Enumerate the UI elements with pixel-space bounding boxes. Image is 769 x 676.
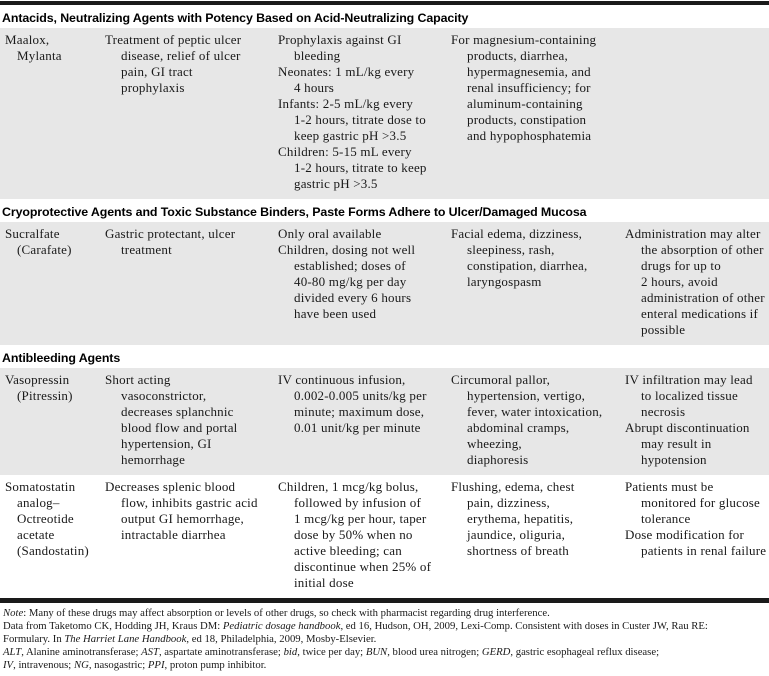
paragraph: [278, 479, 443, 591]
text-line: flow, inhibits gastric acid: [121, 495, 258, 510]
text-line: keep gastric pH >3.5: [294, 128, 407, 143]
text-line: shortness of breath: [467, 543, 569, 558]
footnote-text-run: GERD: [481, 646, 511, 658]
text-line: 2 hours, avoid: [641, 274, 718, 289]
cell-adverse-effects: [451, 372, 625, 468]
section-header: Cryoprotective Agents and Toxic Substance Binders, Paste Forms Adhere to Ulcer/Damaged Mucosa: [2, 205, 587, 219]
text-line: laryngospasm: [467, 274, 542, 289]
footnote-text-run: , Alanine aminotransferase;: [21, 646, 142, 658]
text-line: Children: 5-15 mL every: [278, 144, 412, 159]
text-line: gastric pH >3.5: [294, 176, 378, 191]
footnote-text-run: Formulary. In: [3, 633, 65, 645]
text-line: IV continuous infusion,: [278, 372, 406, 387]
text-line: jaundice, oliguria,: [467, 527, 566, 542]
text-line: (Sandostatin): [17, 543, 89, 558]
cell-comments: [625, 32, 769, 192]
paragraph: [105, 372, 270, 468]
text-line: Neonates: 1 mL/kg every: [278, 64, 415, 79]
text-line: Short acting: [105, 372, 171, 387]
text-line: (Carafate): [17, 242, 72, 257]
footnote-text-run: : Many of these drugs may affect absorption or levels of other drugs, so check with pharmacist regarding drug interference.: [23, 607, 550, 619]
text-line: patients in renal failure: [641, 543, 767, 558]
table-row: [0, 28, 769, 199]
footnote-text-run: , blood urea nitrogen;: [387, 646, 482, 658]
paragraph: [105, 226, 270, 258]
text-line: administration of other: [641, 290, 765, 305]
text-line: products, constipation: [467, 112, 587, 127]
text-line: abdominal cramps,: [467, 420, 570, 435]
text-line: 0.002-0.005 units/kg per: [294, 388, 427, 403]
text-line: fever, water intoxication,: [467, 404, 603, 419]
text-line: and hypophosphatemia: [467, 128, 592, 143]
text-line: hypermagnesemia, and: [467, 64, 591, 79]
text-line: Flushing, edema, chest: [451, 479, 575, 494]
paragraph: [625, 372, 767, 420]
text-line: established; doses of: [294, 258, 406, 273]
paragraph: [451, 226, 617, 290]
text-line: products, diarrhea,: [467, 48, 568, 63]
text-line: blood flow and portal: [121, 420, 238, 435]
footnote-text-run: BUN: [365, 646, 388, 658]
footnote-line: [3, 620, 766, 633]
text-line: monitored for glucose: [641, 495, 761, 510]
paragraph: [625, 479, 767, 527]
paragraph: [451, 479, 617, 559]
text-line: divided every 6 hours: [294, 290, 412, 305]
cell-adverse-effects: [451, 479, 625, 591]
paragraph: [278, 144, 443, 192]
cell-comments: [625, 372, 769, 468]
text-line: IV infiltration may lead: [625, 372, 753, 387]
paragraph: [5, 479, 97, 559]
text-line: Circumoral pallor,: [451, 372, 551, 387]
paragraph: [278, 96, 443, 144]
text-line: constipation, diarrhea,: [467, 258, 588, 273]
footnote-text-run: Data from Taketomo CK, Hodding JH, Kraus DM:: [3, 620, 223, 632]
cell-drug-name: [0, 372, 105, 468]
cell-adverse-effects: [451, 226, 625, 338]
text-line: intractable diarrhea: [121, 527, 226, 542]
cell-dosing: [278, 226, 451, 338]
cell-dosing: [278, 479, 451, 591]
paragraph: [451, 372, 617, 468]
text-line: Prophylaxis against GI: [278, 32, 402, 47]
text-line: Maalox,: [5, 32, 50, 47]
text-line: have been used: [294, 306, 377, 321]
footnotes: [0, 603, 769, 672]
paragraph: [451, 32, 617, 144]
text-line: 1 mcg/kg per hour, taper: [294, 511, 427, 526]
paragraph: [105, 32, 270, 96]
cell-indication: [105, 32, 278, 192]
text-line: Sucralfate: [5, 226, 60, 241]
paragraph: [278, 372, 443, 436]
text-line: prophylaxis: [121, 80, 185, 95]
text-line: aluminum-containing: [467, 96, 583, 111]
text-line: minute; maximum dose,: [294, 404, 425, 419]
text-line: pain, GI tract: [121, 64, 193, 79]
text-line: hemorrhage: [121, 452, 186, 467]
paragraph: [278, 242, 443, 322]
text-line: Only oral available: [278, 226, 382, 241]
cell-drug-name: [0, 32, 105, 192]
footnote-line: [3, 607, 766, 620]
text-line: bleeding: [294, 48, 341, 63]
footnote-text-run: , intravenous;: [13, 659, 74, 671]
text-line: necrosis: [641, 404, 686, 419]
cell-dosing: [278, 372, 451, 468]
cell-dosing: [278, 32, 451, 192]
text-line: Patients must be: [625, 479, 714, 494]
table-row: [0, 368, 769, 475]
text-line: Decreases splenic blood: [105, 479, 236, 494]
cell-comments: [625, 226, 769, 338]
paragraph: [5, 32, 97, 64]
text-line: Gastric protectant, ulcer: [105, 226, 236, 241]
cell-drug-name: [0, 226, 105, 338]
footnote-text-run: bid: [283, 646, 298, 658]
paragraph: [278, 32, 443, 64]
paragraph: [625, 226, 767, 338]
cell-indication: [105, 372, 278, 468]
text-line: Treatment of peptic ulcer: [105, 32, 242, 47]
footnote-text-run: ALT: [3, 646, 22, 658]
text-line: may result in: [641, 436, 712, 451]
cell-comments: [625, 479, 769, 591]
footnote-text-run: PPI: [147, 659, 165, 671]
text-line: diaphoresis: [467, 452, 529, 467]
text-line: 1-2 hours, titrate to keep: [294, 160, 427, 175]
text-line: 0.01 unit/kg per minute: [294, 420, 421, 435]
text-line: (Pitressin): [17, 388, 73, 403]
text-line: disease, relief of ulcer: [121, 48, 241, 63]
text-line: hypertension, vertigo,: [467, 388, 586, 403]
text-line: 1-2 hours, titrate dose to: [294, 112, 426, 127]
footnote-line: [3, 633, 766, 646]
cell-adverse-effects: [451, 32, 625, 192]
table-row: [0, 222, 769, 345]
cell-indication: [105, 479, 278, 591]
text-line: vasoconstrictor,: [121, 388, 207, 403]
footnote-line: [3, 659, 766, 672]
text-line: decreases splanchnic: [121, 404, 234, 419]
text-line: dose by 50% when no: [294, 527, 413, 542]
text-line: Vasopressin: [5, 372, 70, 387]
footnote-text-run: , proton pump inhibitor.: [164, 659, 267, 671]
text-line: analog–: [17, 495, 60, 510]
text-line: treatment: [121, 242, 172, 257]
footnote-text-run: , gastric esophageal reflux disease;: [510, 646, 660, 658]
section-header: Antibleeding Agents: [2, 351, 121, 365]
footnote-text-run: IV: [3, 659, 14, 671]
footnote-line: [3, 646, 766, 659]
text-line: erythema, hepatitis,: [467, 511, 574, 526]
text-line: Infants: 2-5 mL/kg every: [278, 96, 414, 111]
text-line: 40-80 mg/kg per day: [294, 274, 407, 289]
cell-indication: [105, 226, 278, 338]
drug-table-body: [0, 5, 769, 598]
text-line: Somatostatin: [5, 479, 76, 494]
text-line: 4 hours: [294, 80, 335, 95]
text-line: Abrupt discontinuation: [625, 420, 750, 435]
text-line: pain, dizziness,: [467, 495, 550, 510]
text-line: For magnesium-containing: [451, 32, 597, 47]
text-line: the absorption of other: [641, 242, 764, 257]
footnote-text-run: Note: [3, 607, 24, 619]
text-line: Dose modification for: [625, 527, 745, 542]
text-line: to localized tissue: [641, 388, 738, 403]
footnote-text-run: AST: [141, 646, 159, 658]
footnote-text-run: Pediatric dosage handbook: [222, 620, 341, 632]
footnote-text-run: , ed 18, Philadelphia, 2009, Mosby-Elsevier.: [186, 633, 377, 645]
cell-drug-name: [0, 479, 105, 591]
text-line: hypotension: [641, 452, 707, 467]
text-line: Facial edema, dizziness,: [451, 226, 583, 241]
text-line: followed by infusion of: [294, 495, 422, 510]
footnote-text-run: , nasogastric;: [88, 659, 148, 671]
footnote-text-run: , ed 16, Hudson, OH, 2009, Lexi-Comp. Consistent with doses in Custer JW, Rau RE:: [340, 620, 708, 632]
text-line: drugs for up to: [641, 258, 721, 273]
text-line: initial dose: [294, 575, 354, 590]
paragraph: [278, 64, 443, 96]
text-line: possible: [641, 322, 686, 337]
text-line: acetate: [17, 527, 55, 542]
text-line: Mylanta: [17, 48, 62, 63]
paragraph: [5, 372, 97, 404]
text-line: output GI hemorrhage,: [121, 511, 244, 526]
paragraph: [5, 226, 97, 258]
text-line: Octreotide: [17, 511, 74, 526]
footnote-text-run: , aspartate aminotransferase;: [158, 646, 284, 658]
footnote-text-run: , twice per day;: [297, 646, 366, 658]
text-line: wheezing,: [467, 436, 522, 451]
footnote-text-run: NG: [73, 659, 89, 671]
text-line: discontinue when 25% of: [294, 559, 432, 574]
text-line: Children, dosing not well: [278, 242, 416, 257]
text-line: enteral medications if: [641, 306, 759, 321]
text-line: active bleeding; can: [294, 543, 402, 558]
table-row: [0, 475, 769, 598]
paragraph: [278, 226, 443, 242]
text-line: sleepiness, rash,: [467, 242, 555, 257]
paragraph: [625, 527, 767, 559]
text-line: renal insufficiency; for: [467, 80, 591, 95]
text-line: Children, 1 mcg/kg bolus,: [278, 479, 419, 494]
footnote-text-run: The Harriet Lane Handbook: [64, 633, 187, 645]
paragraph: [105, 479, 270, 543]
section-header: Antacids, Neutralizing Agents with Potency Based on Acid-Neutralizing Capacity: [2, 11, 469, 25]
text-line: hypertension, GI: [121, 436, 212, 451]
paragraph: [625, 420, 767, 468]
text-line: tolerance: [641, 511, 691, 526]
text-line: Administration may alter: [625, 226, 761, 241]
